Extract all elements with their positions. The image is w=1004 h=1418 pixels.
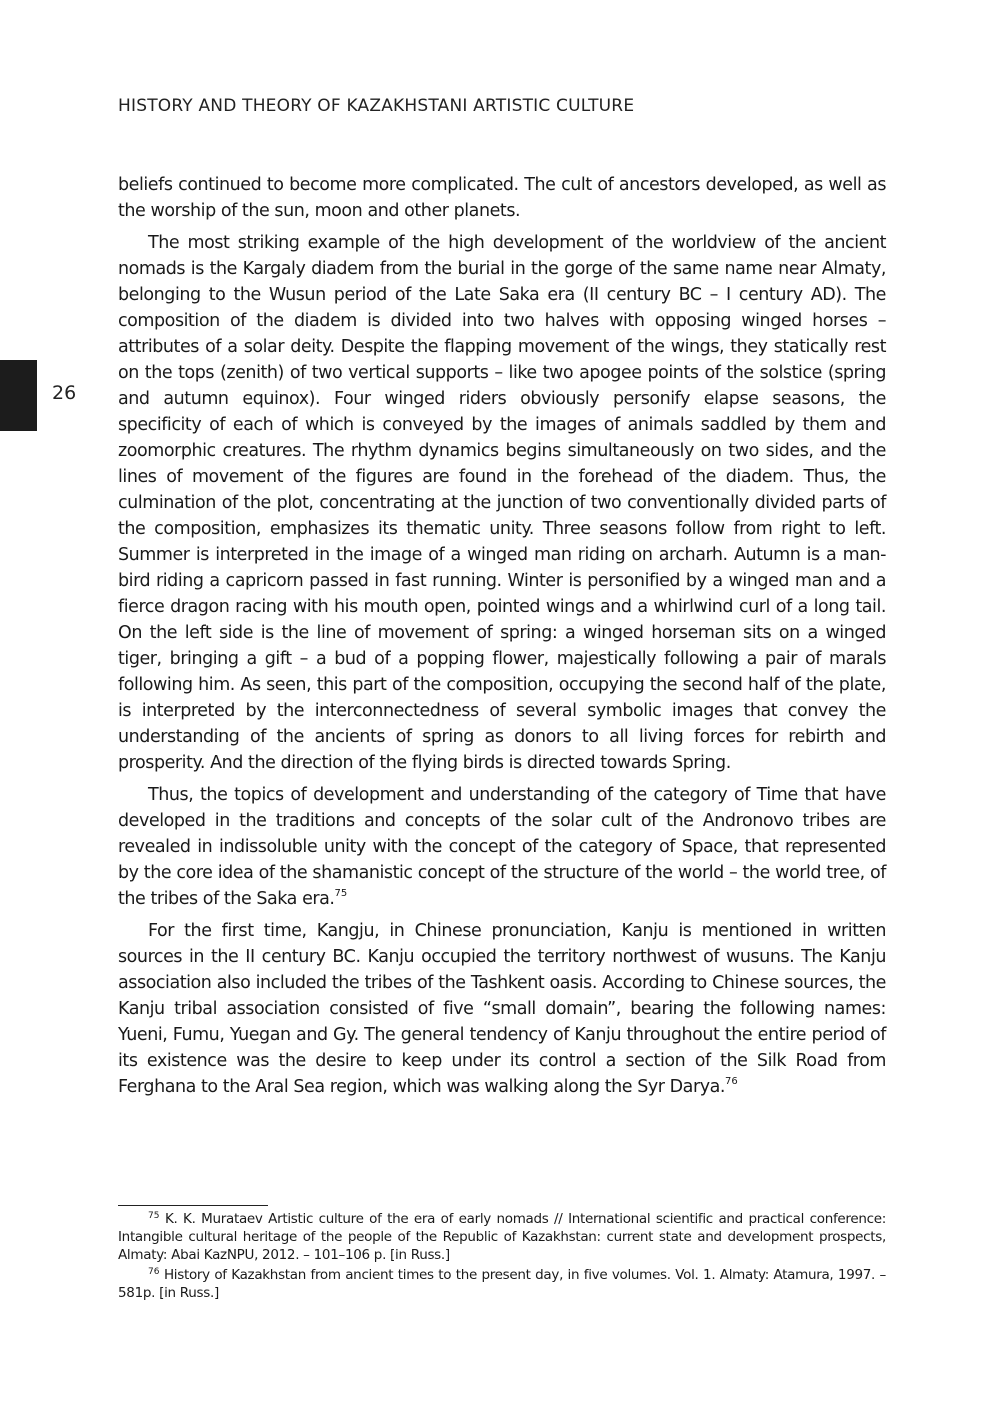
- footnote-text: History of Kazakhstan from ancient times to the present day, in five volumes. Vol. 1. Almaty: Atamura, 1997. – 581p. [in Russ.]: [118, 1267, 886, 1301]
- footnote-item: [118, 1210, 886, 1264]
- thumb-tab-marker: [0, 360, 37, 431]
- body-text: [118, 172, 886, 1106]
- footnotes: [118, 1210, 886, 1304]
- footnote-item: [118, 1266, 886, 1302]
- footnote-reference[interactable]: 76: [725, 1076, 738, 1088]
- paragraph-continuation: beliefs continued to become more complicated. The cult of ancestors developed, as well as the worship of the sun, moon and other planets.: [118, 175, 886, 221]
- footnote-text: K. K. Murataev Artistic culture of the era of early nomads // International scientific and practical conference: Intangible cultural heritage of the people of the Republic of Kazakhstan: current state and development prospects, Almaty: Abai KazNPU, 2012. – 101–106 p. [in Russ.]: [118, 1211, 886, 1263]
- running-head: HISTORY AND THEORY OF KAZAKHSTANI ARTISTIC CULTURE: [118, 96, 635, 116]
- paragraph-time-and-space: [118, 782, 886, 912]
- footnote-mark: 75: [148, 1210, 160, 1221]
- paragraph-text: For the first time, Kangju, in Chinese pronunciation, Kanju is mentioned in written sources in the II century BC. Kanju occupied the territory northwest of wusuns. The Kanju association also included the tribes of the Tashkent oasis. According to Chinese sources, the Kanju tribal association consisted of five “small domain”, bearing the following names: Yueni, Fumu, Yuegan and Gy. The general tendency of Kanju throughout the entire period of its existence was the desire to keep under its control a section of the Silk Road from Ferghana to the Aral Sea region, which was walking along the Syr Darya.: [118, 921, 886, 1097]
- footnote-reference[interactable]: 75: [334, 888, 348, 900]
- footnote-separator: [118, 1205, 268, 1206]
- paragraph-kangju: [118, 918, 886, 1100]
- footnote-mark: 76: [148, 1266, 160, 1277]
- paragraph-text: Thus, the topics of development and understanding of the category of Time that have developed in the traditions and concepts of the solar cult of the Andronovo tribes are revealed in indissoluble unity with the concept of the category of Space, that represented by the core idea of the shamanistic concept of the structure of the world – the world tree, of the tribes of the Saka era.: [118, 785, 886, 909]
- paragraph-kargaly-diadem: The most striking example of the high development of the worldview of the ancient nomads is the Kargaly diadem from the burial in the gorge of the same name near Almaty, belonging to the Wusun period of the Late Saka era (II century BC – I century AD). The composition of the diadem is divided into two halves with opposing winged horses – attributes of a solar deity. Despite the flapping movement of the wings, they statically rest on the tops (zenith) of two vertical supports – like two apogee points of the solstice (spring and autumn equinox). Four winged riders obviously personify elapse seasons, the specificity of each of which is conveyed by the images of animals saddled by them and zoomorphic creatures. The rhythm dynamics begins simultaneously on two sides, and the lines of movement of the figures are found in the forehead of the diadem. Thus, the culmination of the plot, concentrating at the junction of two conventionally divided parts of the composition, emphasizes its thematic unity. Three seasons follow from right to left. Summer is interpreted in the image of a winged man riding on archarh. Autumn is a man-bird riding a capricorn passed in fast running. Winter is personified by a winged man and a fierce dragon racing with his mouth open, pointed wings and a whirlwind curl of a long tail. On the left side is the line of movement of spring: a winged horseman sits on a winged tiger, bringing a gift – a bud of a popping flower, majestically following a pair of marals following him. As seen, this part of the composition, occupying the second half of the plate, is interpreted by the interconnectedness of several symbolic images that convey the understanding of the ancients of spring as donors to all living forces for rebirth and prosperity. And the direction of the flying birds is directed towards Spring.: [118, 233, 886, 773]
- page-number: 26: [52, 382, 77, 404]
